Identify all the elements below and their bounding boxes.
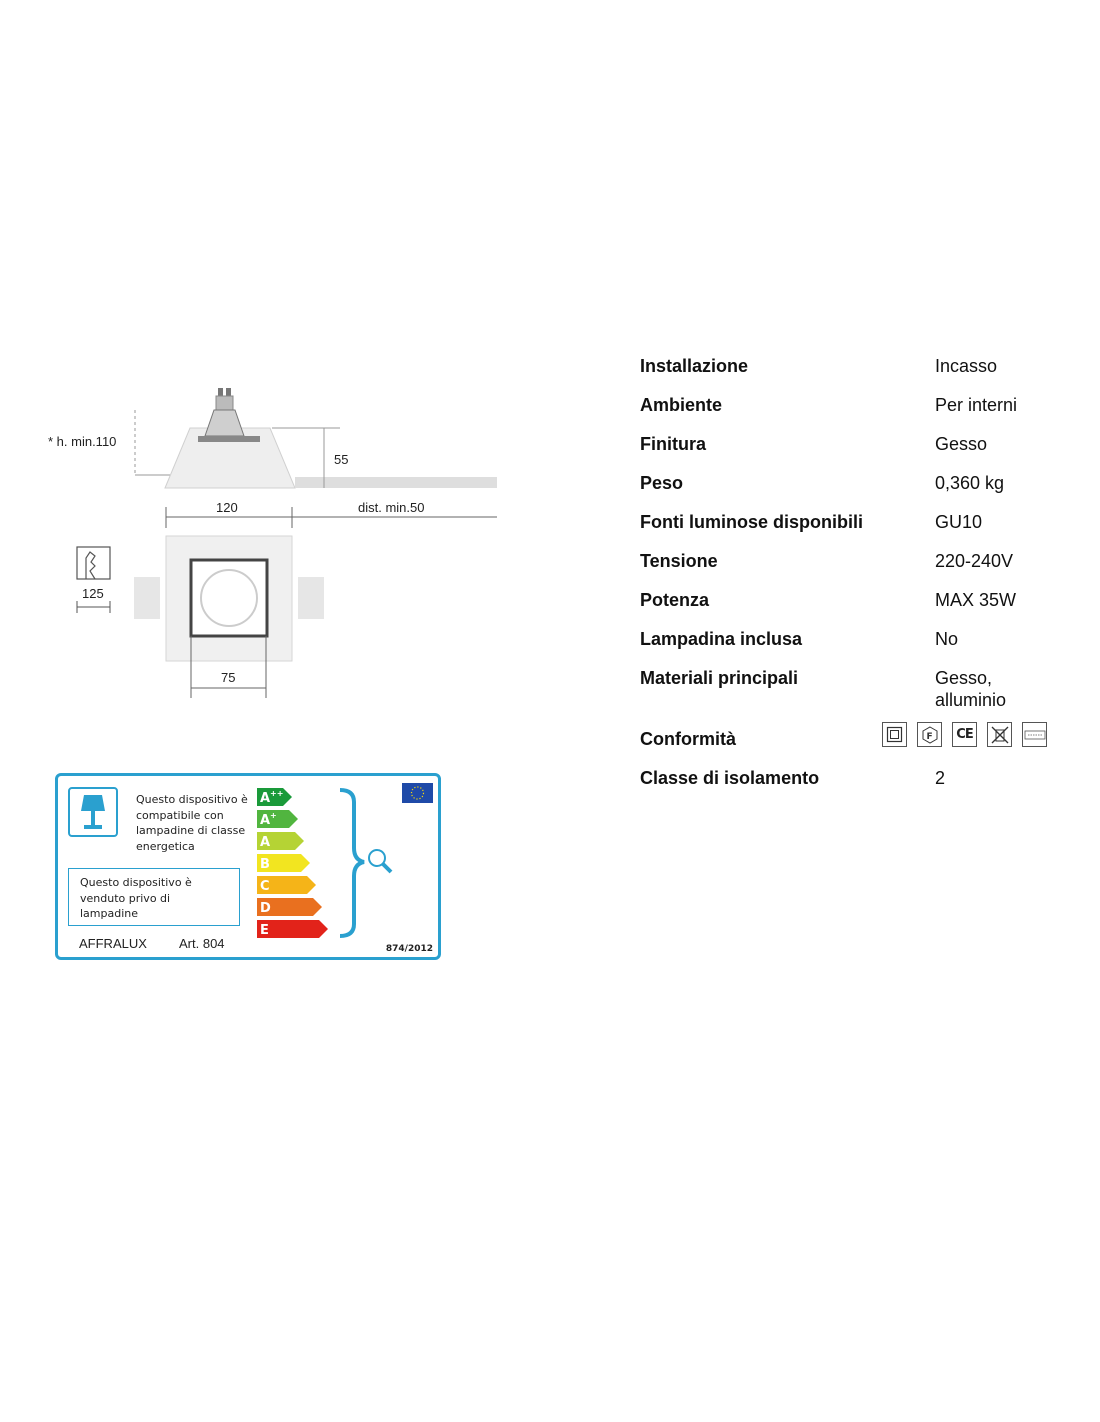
spec-label: Tensione [640,551,718,571]
spec-row [640,433,1070,472]
spec-label: Materiali principali [640,668,799,688]
spec-value: Gesso, alluminio [935,668,1007,710]
f-mark-icon [917,722,942,747]
spec-row [640,355,1070,394]
energy-class-bar [257,788,292,806]
spec-label: Installazione [640,356,749,376]
compatibility-text: Questo dispositivo è compatibile con lampadine di classe energetica [136,793,248,853]
energy-class-bar [257,810,298,828]
dim-55: 55 [334,452,349,467]
conformity-label: Conformità [640,729,736,749]
compatible-range-brace [336,788,406,938]
dim-120: 120 [216,500,238,515]
spec-label: Fonti luminose disponibili [640,512,863,532]
spec-label: Lampadina inclusa [640,629,803,649]
energy-label [55,773,441,960]
spec-row [640,511,1070,550]
spec-value: GU10 [935,512,983,532]
isolation-value: 2 [935,768,946,788]
h-min-label: * h. min.110 [48,434,117,449]
spec-label: Potenza [640,590,710,610]
spec-row [640,628,1070,667]
spec-value: 0,360 kg [935,473,1005,493]
article-number: Art. 804 [179,936,225,951]
spec-row [640,550,1070,589]
energy-class-letter: A [260,791,271,806]
energy-class-letter: D [260,901,271,916]
conformity-row [640,728,1070,767]
spec-row [640,472,1070,511]
weee-bin-icon [987,722,1012,747]
drawing-svg [40,380,510,710]
conformity-icons [882,722,1047,747]
eu-flag-icon [402,783,433,803]
energy-class-letter: E [260,923,269,938]
energy-class-bar [257,898,322,916]
energy-class-superscript: + [270,811,277,820]
ce-mark-icon [952,722,977,747]
energy-class-bar [257,876,316,894]
isolation-row [640,767,1070,806]
spec-label: Ambiente [640,395,723,415]
svg-text:F: F [926,731,933,742]
technical-drawing [40,380,510,710]
spec-row [640,667,1070,728]
spec-value: Per interni [935,395,1018,415]
dim-75: 75 [221,670,236,685]
spec-value: Incasso [935,356,998,376]
energy-class-bar [257,832,304,850]
energy-class-letter: C [260,879,270,894]
energy-class-bar [257,920,328,938]
bulb-icon [369,850,391,872]
spec-value: Gesso [935,434,988,454]
energy-class-superscript: ++ [270,789,284,798]
ce-mark-text: CE [956,727,973,742]
spec-label: Peso [640,473,684,493]
cutout-icon [77,547,110,613]
spec-value: No [935,629,959,649]
spec-row [640,394,1070,433]
spec-value: MAX 35W [935,590,1017,610]
energy-class-letter: B [260,857,270,872]
energy-class-bars [257,788,332,940]
energy-class-bar [257,854,310,872]
spec-value: 220-240V [935,551,1014,571]
energy-class-letter: A [260,835,271,850]
spec-table [640,355,1070,806]
sold-without-bulbs-text: Questo dispositivo è venduto privo di lampadine [80,876,192,920]
spec-label: Finitura [640,434,706,454]
class-ii-icon [882,722,907,747]
glow-wire-icon [1022,722,1047,747]
dim-125: 125 [82,586,104,601]
table-lamp-icon [68,787,118,837]
side-profile [135,388,497,488]
top-view [134,536,324,661]
spec-row [640,589,1070,628]
regulation-number: 874/2012 [385,944,433,954]
dist-min-label: dist. min.50 [358,500,425,515]
brand-name: AFFRALUX [79,936,147,951]
isolation-label: Classe di isolamento [640,768,820,788]
energy-class-letter: A [260,813,271,828]
